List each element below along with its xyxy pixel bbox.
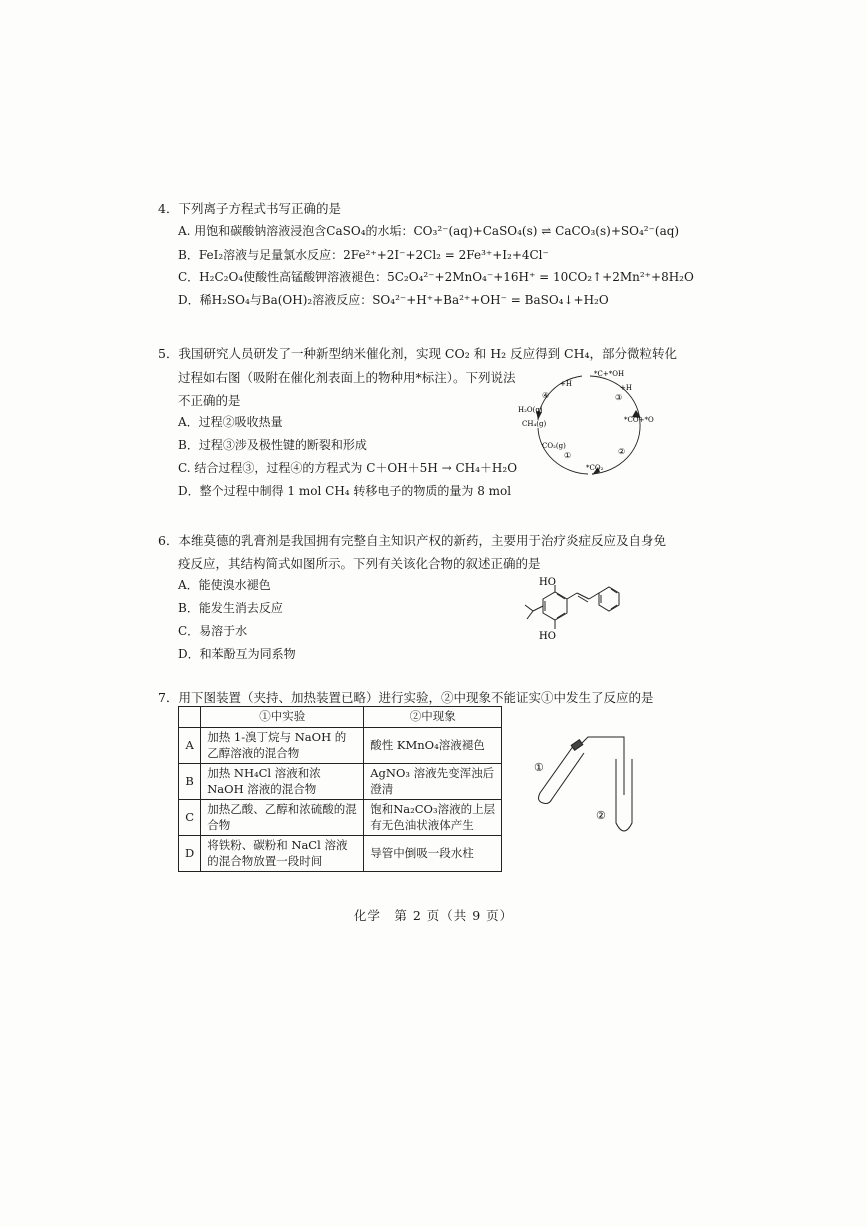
row-label: C bbox=[179, 800, 201, 836]
table-header-blank bbox=[179, 707, 201, 728]
diagram-label-h-left: +H bbox=[560, 380, 572, 388]
q6-option-b: B．能发生消去反应 bbox=[178, 601, 283, 615]
row-experiment: 加热 1-溴丁烷与 NaOH 的乙醇溶液的混合物 bbox=[201, 728, 364, 764]
row-experiment: 将铁粉、碳粉和 NaCl 溶液的混合物放置一段时间 bbox=[201, 836, 364, 872]
q6-option-a: A．能使溴水褪色 bbox=[178, 578, 271, 592]
diagram-step-2: ② bbox=[618, 447, 626, 456]
row-observation: 酸性 KMnO₄溶液褪色 bbox=[364, 728, 502, 764]
row-label: D bbox=[179, 836, 201, 872]
row-label: A bbox=[179, 728, 201, 764]
row-label: B bbox=[179, 764, 201, 800]
table-row bbox=[179, 764, 502, 800]
table-header-experiment: ①中实验 bbox=[201, 707, 364, 728]
q6-option-c: C．易溶于水 bbox=[178, 624, 248, 638]
diagram-label-ch4g: CH₄(g) bbox=[522, 420, 547, 428]
q5-stem-line3: 不正确的是 bbox=[178, 393, 241, 408]
q4-option-a: A. 用饱和碳酸钠溶液浸泡含CaSO₄的水垢：CO₃²⁻(aq)+CaSO₄(s) ⇌ CaCO₃(s)+SO₄²⁻(aq) bbox=[178, 224, 680, 238]
table-header-observation: ②中现象 bbox=[364, 707, 502, 728]
q4-stem: 4．下列离子方程式书写正确的是 bbox=[158, 201, 341, 216]
q5-option-d: D．整个过程中制得 1 mol CH₄ 转移电子的物质的量为 8 mol bbox=[178, 484, 512, 498]
row-observation: 饱和Na₂CO₃溶液的上层有无色油状液体产生 bbox=[364, 800, 502, 836]
experiment-table bbox=[178, 706, 502, 872]
q4-option-c: C．H₂C₂O₄使酸性高锰酸钾溶液褪色：5C₂O₄²⁻+2MnO₄⁻+16H⁺ = 10CO₂↑+2Mn²⁺+8H₂O bbox=[178, 270, 694, 284]
row-observation: 导管中倒吸一段水柱 bbox=[364, 836, 502, 872]
q6-stem-line1: 6．本维莫德的乳膏剂是我国拥有完整自主知识产权的新药，主要用于治疗炎症反应及自身免 bbox=[158, 533, 666, 548]
diagram-step-3: ③ bbox=[615, 393, 623, 402]
q5-option-a: A．过程②吸收热量 bbox=[178, 415, 283, 429]
ho-bottom-label: HO bbox=[539, 631, 556, 642]
catalytic-cycle-diagram bbox=[512, 362, 662, 482]
row-experiment: 加热乙酸、乙醇和浓硫酸的混合物 bbox=[201, 800, 364, 836]
apparatus-diagram bbox=[530, 735, 640, 835]
q5-option-c: C. 结合过程③，过程④的方程式为 C＋OH＋5H → CH₄＋H₂O bbox=[178, 461, 518, 475]
q6-stem-line2: 疫反应，其结构简式如图所示。下列有关该化合物的叙述正确的是 bbox=[178, 556, 541, 571]
diagram-label-h2og: H₂O(g) bbox=[518, 406, 543, 414]
q7-stem: 7．用下图装置（夹持、加热装置已略）进行实验，②中现象不能证实①中发生了反应的是 bbox=[158, 690, 654, 705]
table-row bbox=[179, 728, 502, 764]
tube-1-label: ① bbox=[534, 761, 544, 774]
row-observation: AgNO₃ 溶液先变浑浊后澄清 bbox=[364, 764, 502, 800]
row-experiment: 加热 NH₄Cl 溶液和浓 NaOH 溶液的混合物 bbox=[201, 764, 364, 800]
q4-option-b: B．FeI₂溶液与足量氯水反应：2Fe²⁺+2I⁻+2Cl₂ = 2Fe³⁺+I₂+4Cl⁻ bbox=[178, 248, 549, 262]
q4-option-d: D．稀H₂SO₄与Ba(OH)₂溶液反应：SO₄²⁻+H⁺+Ba²⁺+OH⁻ = BaSO₄↓+H₂O bbox=[178, 293, 609, 307]
ho-top-label: HO bbox=[539, 577, 556, 588]
table-header-row bbox=[179, 707, 502, 728]
table-row bbox=[179, 800, 502, 836]
diagram-step-1: ① bbox=[564, 451, 572, 460]
q5-stem-line2: 过程如右图（吸附在催化剂表面上的物种用*标注）。下列说法 bbox=[178, 370, 516, 385]
diagram-label-h-right: +H bbox=[620, 384, 632, 392]
diagram-label-bottom: *CO₂ bbox=[586, 464, 604, 472]
q6-option-d: D．和苯酚互为同系物 bbox=[178, 647, 296, 661]
diagram-label-co2g: CO₂(g) bbox=[542, 442, 566, 450]
table-row bbox=[179, 836, 502, 872]
diagram-label-top: *C+*OH bbox=[594, 370, 625, 378]
q5-option-b: B．过程③涉及极性键的断裂和形成 bbox=[178, 438, 367, 452]
diagram-label-right: *CO+*O bbox=[624, 416, 654, 424]
q5-stem-line1: 5．我国研究人员研发了一种新型纳米催化剂，实现 CO₂ 和 H₂ 反应得到 CH₄，部分微粒转化 bbox=[158, 346, 678, 361]
page-footer: 化学 第 2 页（共 9 页） bbox=[353, 908, 514, 923]
molecule-structure bbox=[505, 577, 640, 652]
diagram-step-4: ④ bbox=[542, 391, 550, 400]
tube-2-label: ② bbox=[596, 809, 606, 822]
